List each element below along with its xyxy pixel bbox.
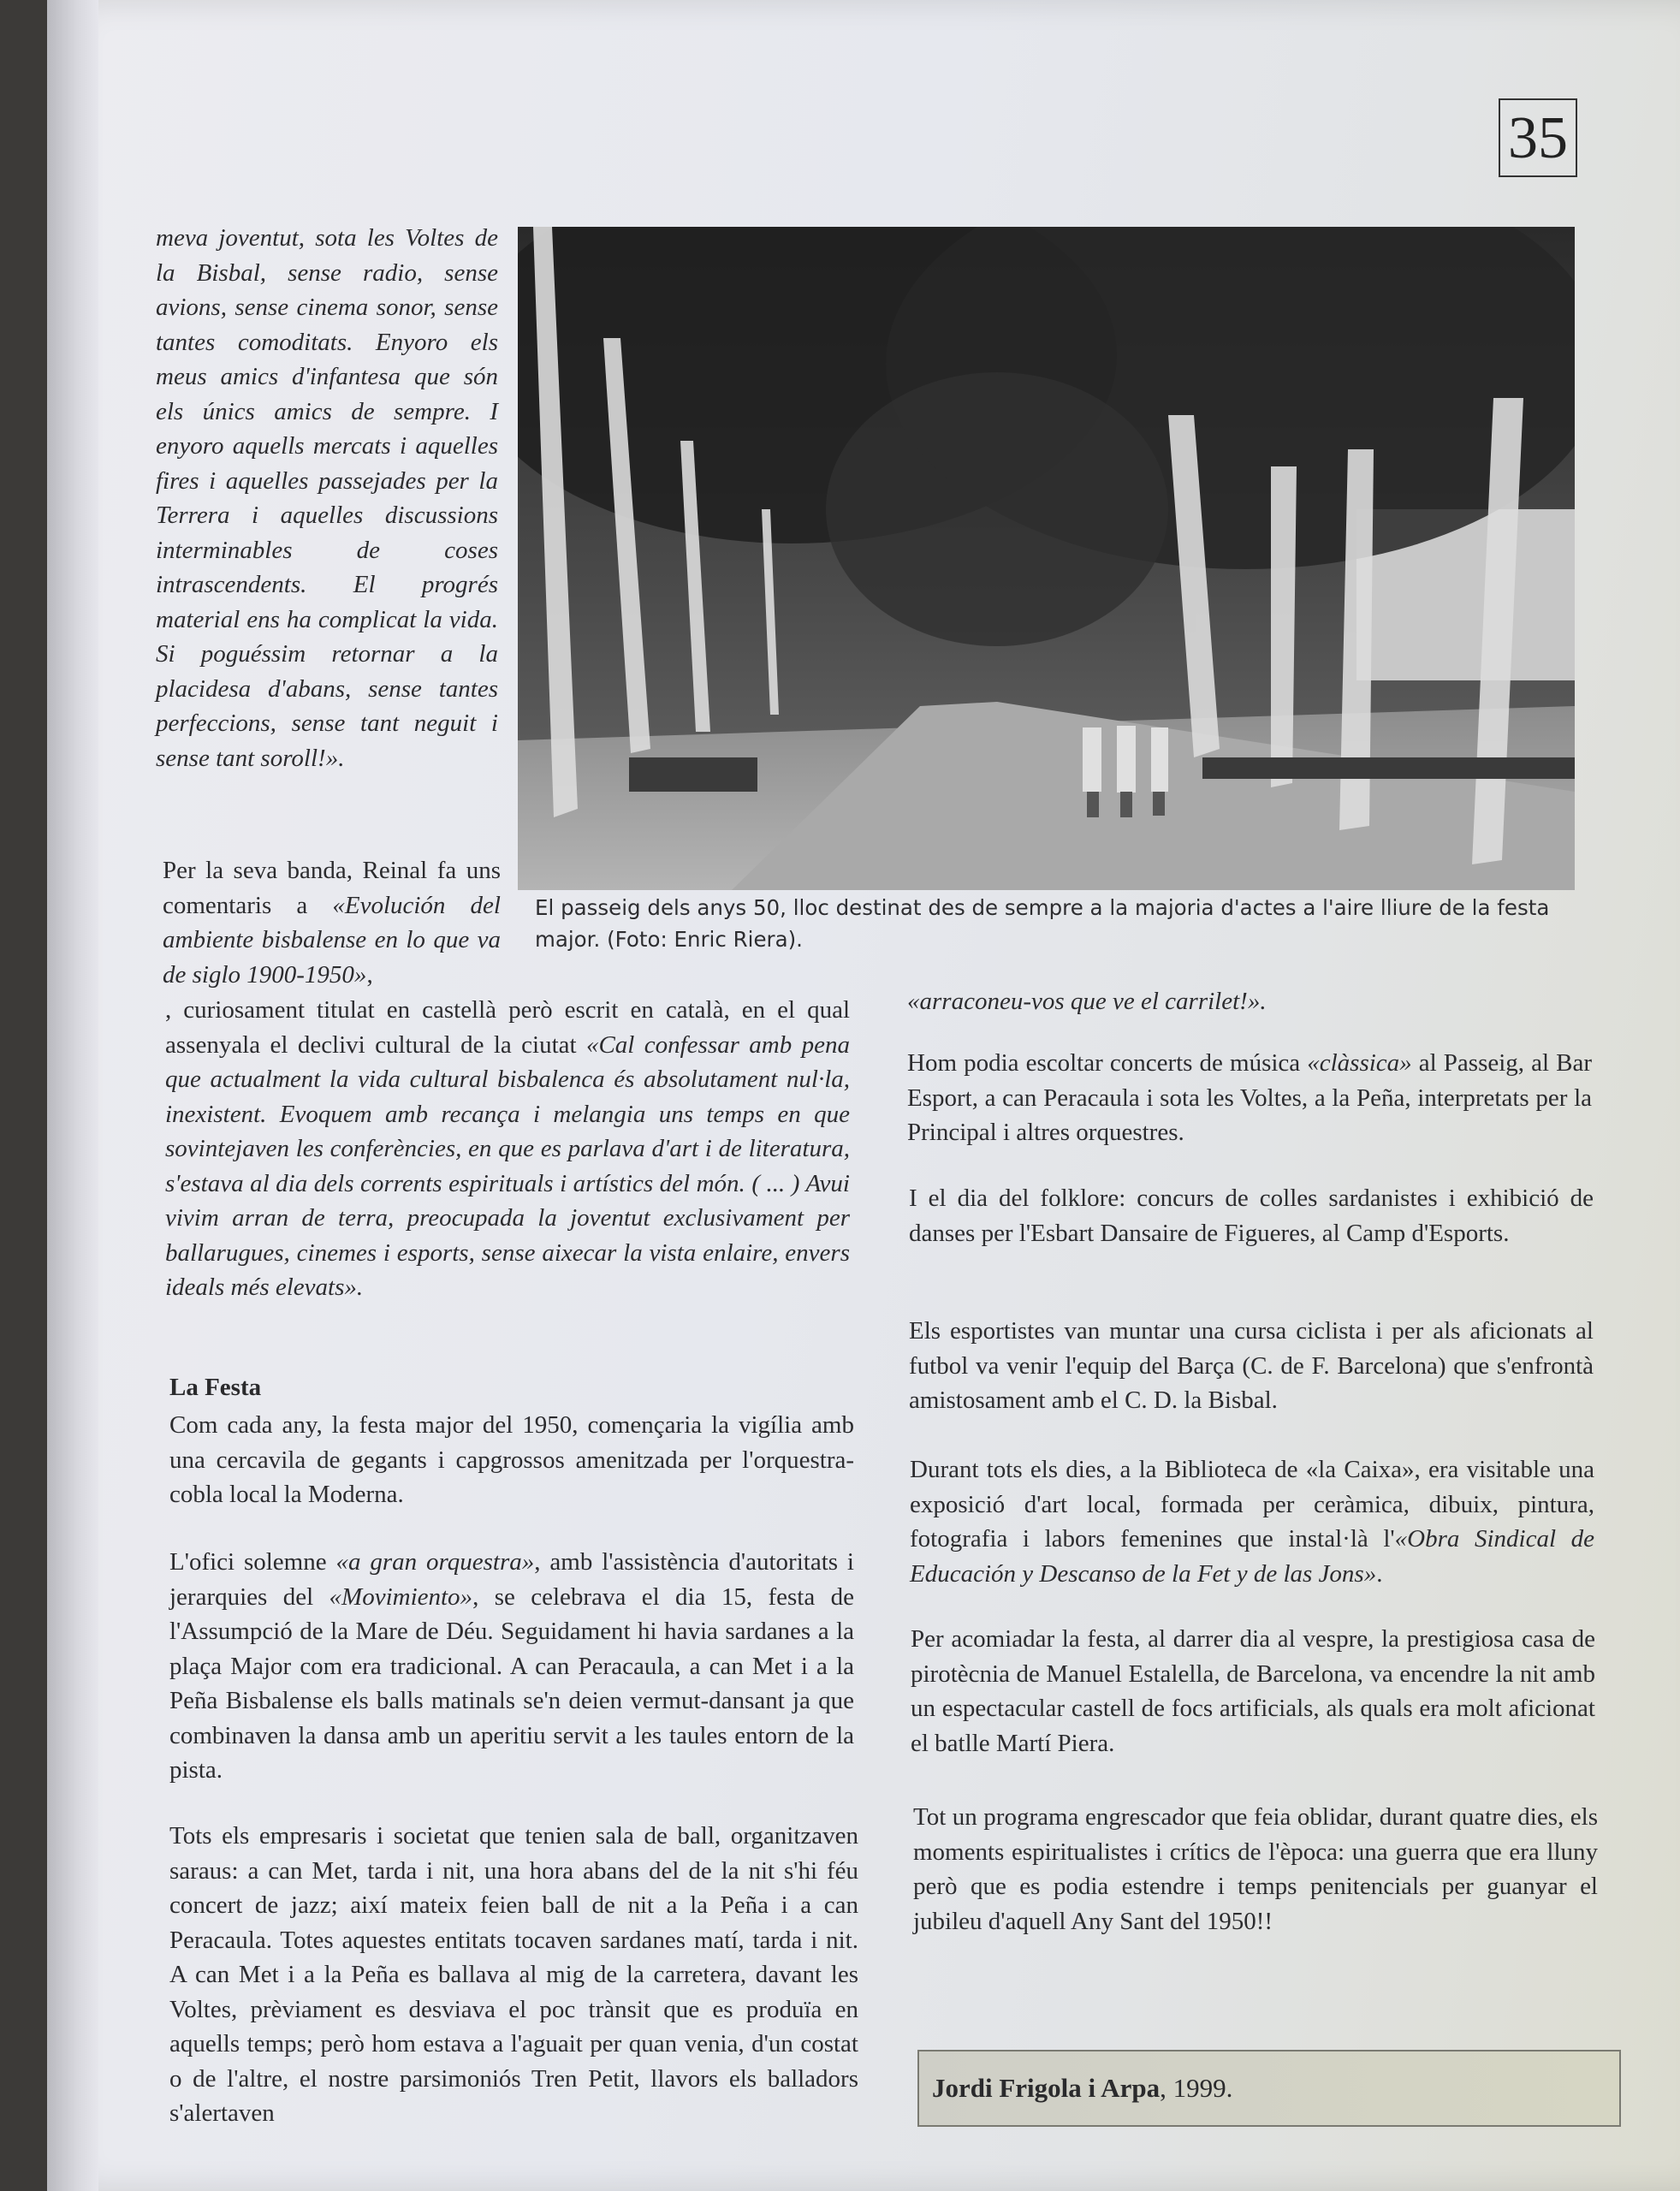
paragraph-reinal-intro <box>163 853 501 992</box>
paragraph-focs-artificials: Per acomiadar la festa, al darrer dia al vespre, la prestigiosa casa de pirotècnia de Manuel Estalella, de Barcelona, va encendre la nit amb un espectacular castell de focs artificials, als quals era molt aficionat el batlle Martí Piera. <box>911 1625 1595 1757</box>
page-number: 35 <box>1499 98 1577 177</box>
paragraph-reinal-body <box>165 993 850 1305</box>
section-heading-la-festa: La Festa <box>169 1374 262 1401</box>
exposicio-text-a: Durant tots els dies, a la Biblioteca de «la Caixa», era visitable una exposició d'art local, formada per ceràmica, dibuix, pintura, fotografia i labors femenines que instal·là l' <box>910 1456 1594 1553</box>
reinal-body-text: , curiosament titulat en castellà però escrit en català, en el qual assenyala el declivi cultural de la ciutat <box>165 996 850 1059</box>
paragraph-folklore: I el dia del folklore: concurs de colles sardanistes i exhibició de danses per l'Esbart Dansaire de Figueres, al Camp d'Esports. <box>909 1185 1594 1247</box>
quote-continuation: meva joventut, sota les Voltes de la Bisbal, sense radio, sense avions, sense cinema sonor, sense tantes comoditats. Enyoro els meus amics d'infantesa que són els únics amics de sempre. I enyoro aquells mercats i aquelles fires i aquelles passejades per la Terrera i aquelles discussions interminables de coses intrascendents. El progrés material ens ha complicat la vida. Si poguéssim retornar a la placidesa d'abans, sense tantes perfeccions, sense tant neguit i sense tant soroll!». <box>156 224 498 772</box>
concerts-text-a: Hom podia escoltar concerts de música <box>907 1049 1308 1077</box>
paragraph-festa-major: Com cada any, la festa major del 1950, començaria la vigília amb una cercavila de gegants i capgrossos amenitzada per l'orquestra-cobla local la Moderna. <box>169 1411 854 1508</box>
paragraph-exposicio <box>910 1452 1594 1591</box>
reinal-intro-text: Per la seva banda, Reinal fa uns comentaris a <box>163 857 501 919</box>
ofici-gran-orquestra: «a gran orquestra» <box>335 1548 535 1576</box>
book-spine <box>47 0 98 2191</box>
reinal-quote: «Cal confessar amb pena que actualment la vida cultural bisbalenca és absolutament nul·la, inexistent. Evoquem amb recança i melangia uns temps en que sovintejaven les conferències, en que es parlava d'art i de literatura, s'estava al dia dels corrents espirituals i artístics del món. ( ... ) Avui vivim arran de terra, preocupada la joventut exclusivament per ballarugues, cinemes i esports, sense aixecar la vista enlaire, envers ideals més elevats». <box>165 1030 851 1301</box>
exposicio-obra-sindical: «Obra Sindical de Educación y Descanso de la Fet y de las Jons» <box>910 1525 1594 1588</box>
reinal-comma: , <box>366 960 373 989</box>
paragraph-esportistes: Els esportistes van muntar una cursa ciclista i per als aficionats al futbol va venir l'equip del Barça (C. de F. Barcelona) que s'enfrontà amistosament amb el C. D. la Bisbal. <box>909 1317 1594 1414</box>
reinal-article-title: «Evolución del ambiente bisbalense en lo que va de siglo 1900-1950» <box>163 891 501 989</box>
ofici-text-e: , se celebrava el dia 15, festa de l'Assumpció de la Mare de Déu. Seguidament hi havia sardanes a la plaça Major com era tradicional. A can Peracaula, a can Met i a la Peña Bisbalense els balls matinals se'n deien vermut-dansant ja que combinaven la dansa amb un aperitiu servit a les taules entorn de la pista. <box>169 1582 854 1784</box>
ofici-text-a: L'ofici solemne <box>169 1548 336 1576</box>
paragraph-programa: Tot un programa engrescador que feia oblidar, durant quatre dies, els moments espiritualistes i crítics de l'època: una guerra que era lluny però que es podia estendre i temps penitencials per guanyar el jubileu d'aquell Any Sant del 1950!! <box>913 1803 1598 1935</box>
concerts-text-c: al Passeig, al Bar Esport, a can Peracaula i sota les Voltes, a la Peña, interpretats per la Principal i altres orquestres. <box>907 1049 1593 1146</box>
ofici-movimiento: «Movimiento» <box>329 1582 473 1611</box>
paragraph-empresaris: Tots els empresaris i societat que tenien sala de ball, organitzaven saraus: a can Met, tarda i nit, una hora abans del de la nit s'hi féu concert de jazz; així mateix feien ball de nit a la Peña i a can Peracaula. Totes aquestes entitats tocaven sardanes matí, tarda i nit. A can Met i a la Peña es ballava al mig de la carretera, davant les Voltes, prèviament es desviava el poc trànsit que es produïa en aquells temps; però hom estava a l'aguait per quan venia, d'un costat o de l'altre, el nostre parsimoniós Tren Petit, llavors els balladors s'alertaven <box>169 1822 858 2127</box>
promenade-photo-graphic <box>518 227 1575 890</box>
photo-promenade <box>518 227 1575 890</box>
exposicio-text-c: . <box>1376 1559 1383 1588</box>
photo-caption: El passeig dels anys 50, lloc destinat des de sempre a la majoria d'actes a l'aire lliure de la festa major. (Foto: Enric Riera). <box>535 895 1550 952</box>
author-name: Jordi Frigola i Arpa <box>932 2073 1161 2103</box>
signature-year: , 1999. <box>1160 2073 1233 2103</box>
concerts-classica: «clàssica» <box>1307 1049 1412 1077</box>
ofici-text-c: , amb l'assistència d'autoritats i jerarquies del <box>169 1548 854 1611</box>
author-signature-box <box>917 2050 1621 2127</box>
paragraph-carrilet: «arraconeu-vos que ve el carrilet!». <box>907 988 1267 1015</box>
paragraph-ofici-solemne <box>169 1545 854 1788</box>
paragraph-concerts <box>907 1046 1592 1150</box>
